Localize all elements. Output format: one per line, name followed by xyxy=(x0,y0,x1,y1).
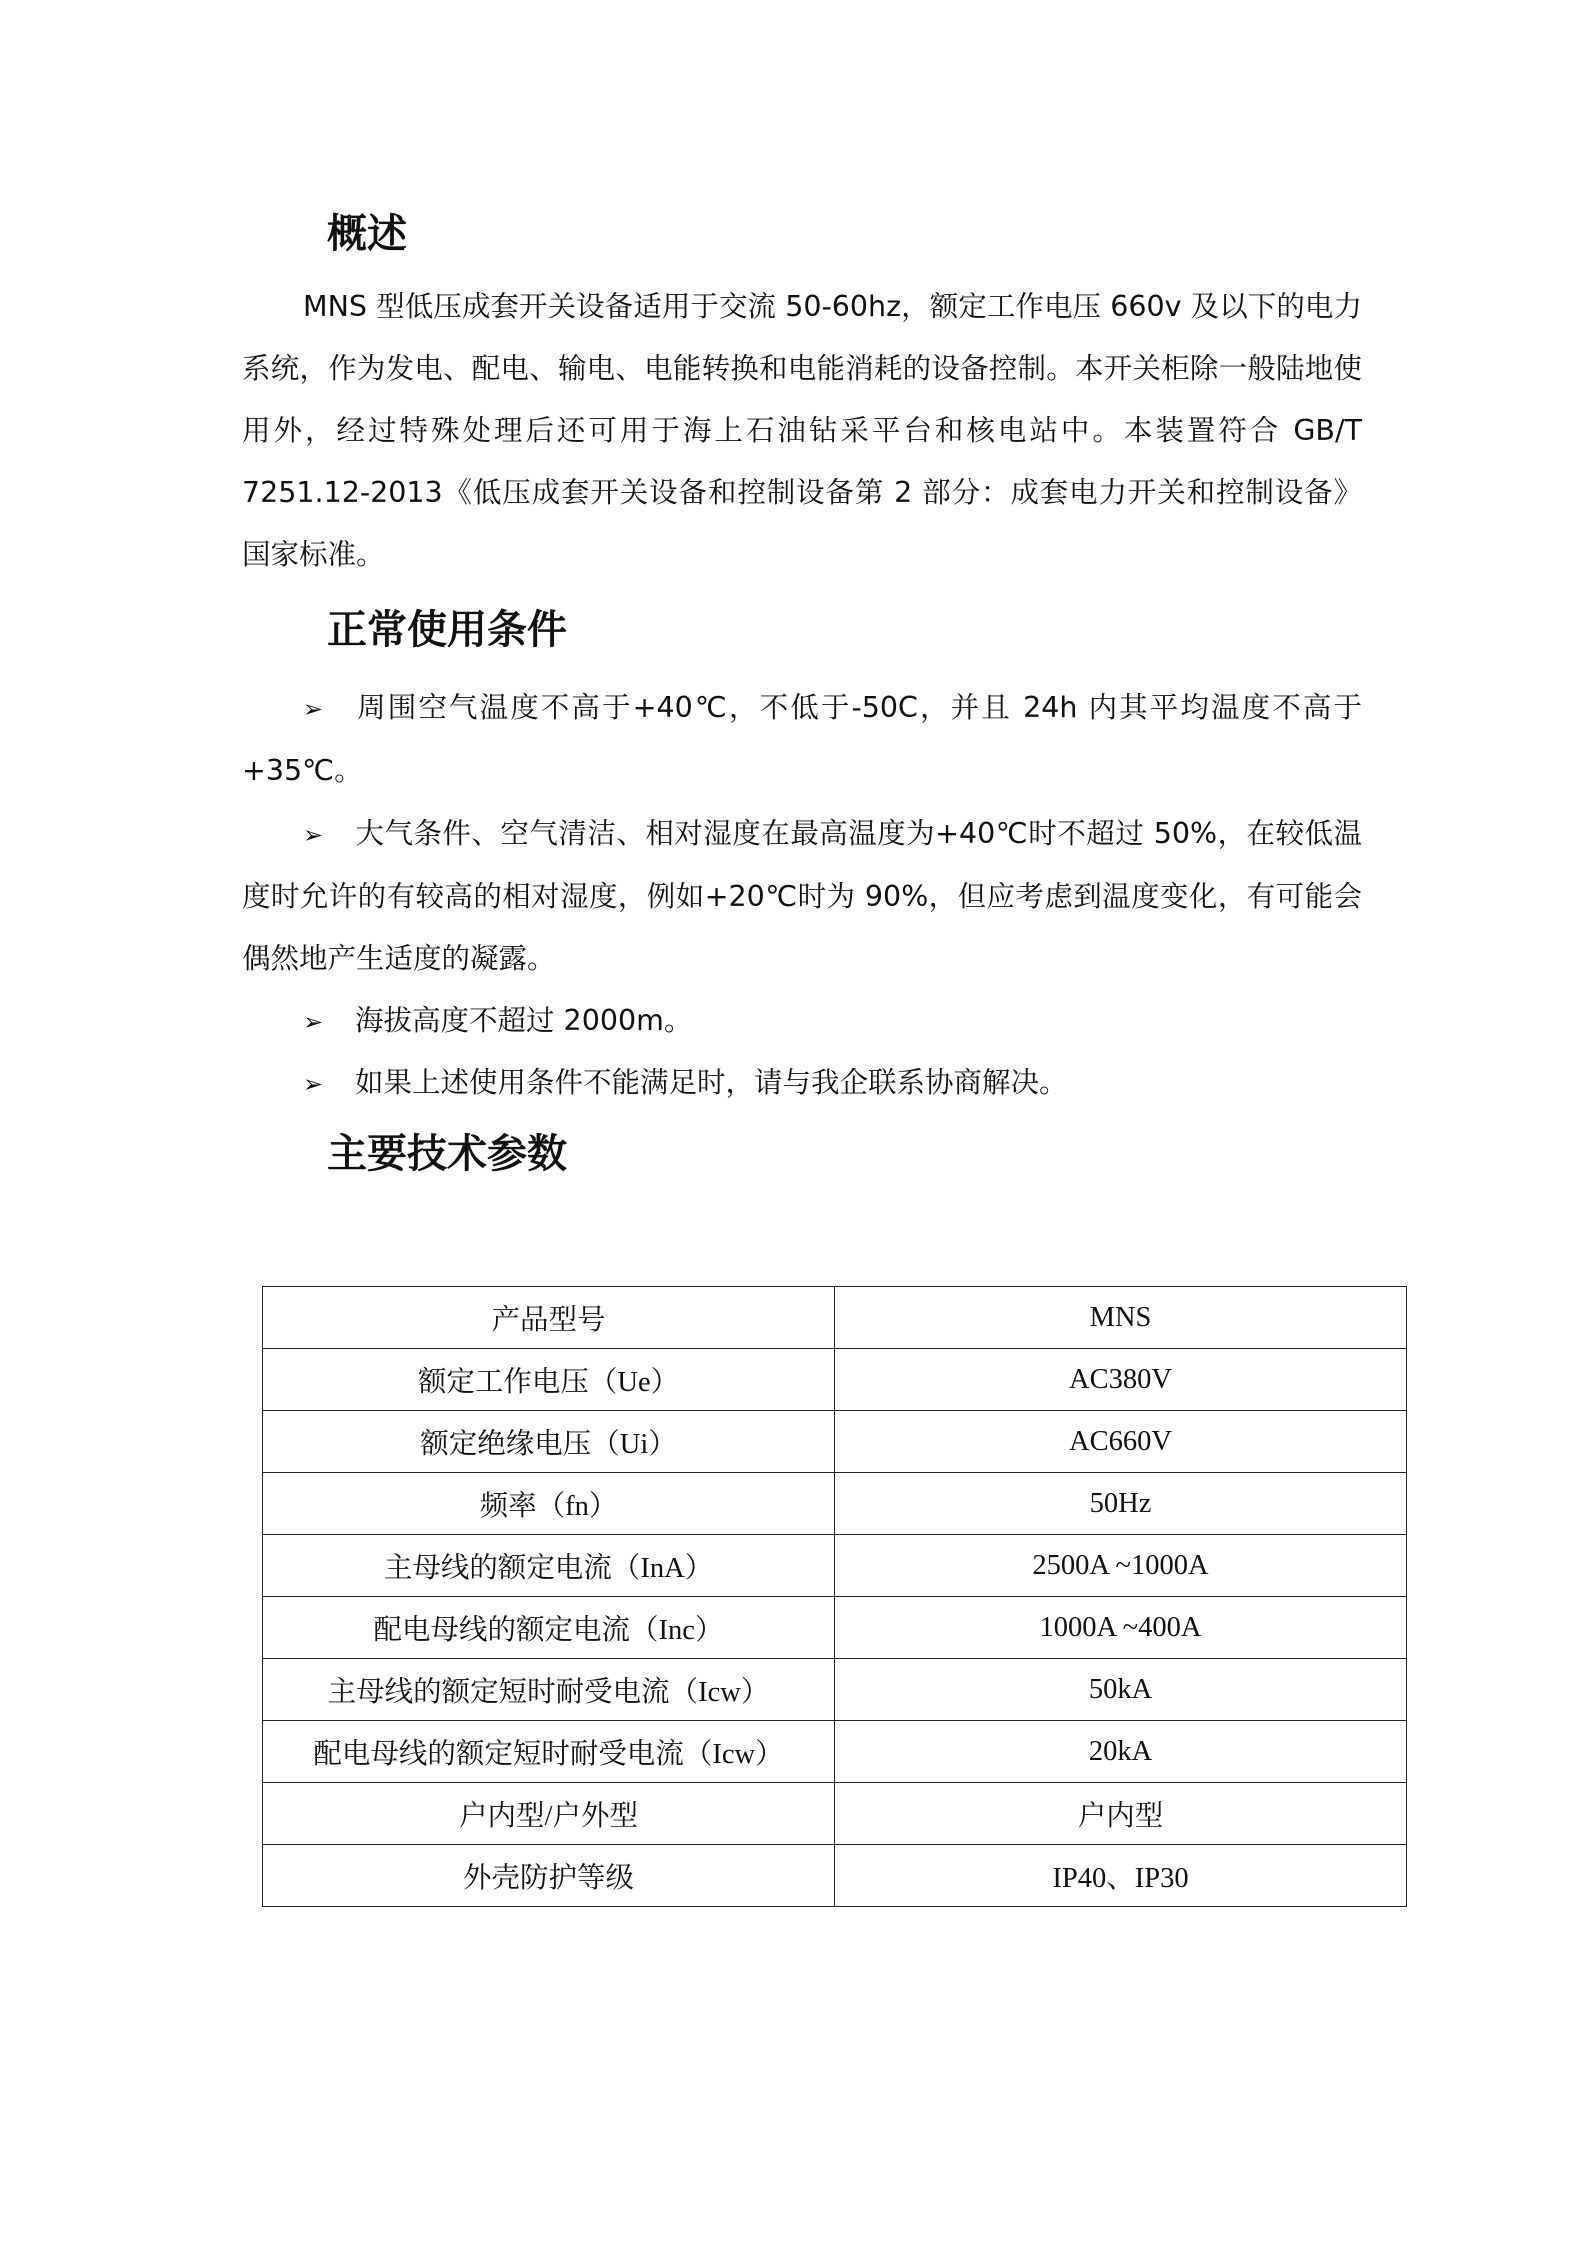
table-row xyxy=(263,1473,1407,1535)
bullet-arrow-icon: ➢ xyxy=(303,821,324,849)
condition-text: 海拔高度不超过 2000m。 xyxy=(355,1004,693,1037)
param-label: 频率（fn） xyxy=(263,1473,835,1535)
condition-item xyxy=(242,803,1362,990)
table-row xyxy=(263,1845,1407,1907)
param-label: 配电母线的额定电流（Inc） xyxy=(263,1597,835,1659)
table-row xyxy=(263,1597,1407,1659)
param-label: 外壳防护等级 xyxy=(263,1845,835,1907)
param-value: MNS xyxy=(835,1287,1407,1349)
table-row xyxy=(263,1783,1407,1845)
section-heading-overview: 概述 xyxy=(327,211,407,257)
condition-text: 周围空气温度不高于+40℃，不低于-50C，并且 24h 内其平均温度不高于+35℃。 xyxy=(242,691,1362,787)
parameters-table xyxy=(262,1286,1407,1907)
section-heading-conditions: 正常使用条件 xyxy=(327,607,567,653)
param-label: 主母线的额定电流（InA） xyxy=(263,1535,835,1597)
table-row xyxy=(263,1287,1407,1349)
condition-item xyxy=(242,677,1362,802)
param-label: 主母线的额定短时耐受电流（Icw） xyxy=(263,1659,835,1721)
param-label: 配电母线的额定短时耐受电流（Icw） xyxy=(263,1721,835,1783)
condition-text: 如果上述使用条件不能满足时，请与我企联系协商解决。 xyxy=(355,1066,1068,1099)
param-label: 户内型/户外型 xyxy=(263,1783,835,1845)
param-value: AC660V xyxy=(835,1411,1407,1473)
param-value: 50Hz xyxy=(835,1473,1407,1535)
condition-text: 大气条件、空气清洁、相对湿度在最高温度为+40℃时不超过 50%，在较低温度时允许的有较高的相对湿度，例如+20℃时为 90%，但应考虑到温度变化，有可能会偶然地产生适度的凝露。 xyxy=(242,817,1362,975)
table-row xyxy=(263,1721,1407,1783)
param-value: 20kA xyxy=(835,1721,1407,1783)
bullet-arrow-icon: ➢ xyxy=(303,1008,324,1036)
bullet-arrow-icon: ➢ xyxy=(303,1070,324,1098)
table-row xyxy=(263,1535,1407,1597)
param-value: AC380V xyxy=(835,1349,1407,1411)
param-value: 户内型 xyxy=(835,1783,1407,1845)
condition-item xyxy=(242,990,1362,1053)
param-value: IP40、IP30 xyxy=(835,1845,1407,1907)
param-value: 50kA xyxy=(835,1659,1407,1721)
condition-item xyxy=(242,1052,1362,1115)
table-row xyxy=(263,1659,1407,1721)
param-value: 2500A ~1000A xyxy=(835,1535,1407,1597)
param-label: 产品型号 xyxy=(263,1287,835,1349)
param-label: 额定工作电压（Ue） xyxy=(263,1349,835,1411)
section-heading-params: 主要技术参数 xyxy=(327,1131,567,1177)
param-label: 额定绝缘电压（Ui） xyxy=(263,1411,835,1473)
overview-paragraph: MNS 型低压成套开关设备适用于交流 50-60hz，额定工作电压 660v 及以下的电力系统，作为发电、配电、输电、电能转换和电能消耗的设备控制。本开关柜除一般陆地使用外，经过特殊处理后还可用于海上石油钻采平台和核电站中。本装置符合 GB/T 7251.12-2013《低压成套开关设备和控制设备第 2 部分：成套电力开关和控制设备》国家标准。 xyxy=(242,290,1362,571)
table-row xyxy=(263,1349,1407,1411)
param-value: 1000A ~400A xyxy=(835,1597,1407,1659)
table-row xyxy=(263,1411,1407,1473)
bullet-arrow-icon: ➢ xyxy=(303,695,324,723)
